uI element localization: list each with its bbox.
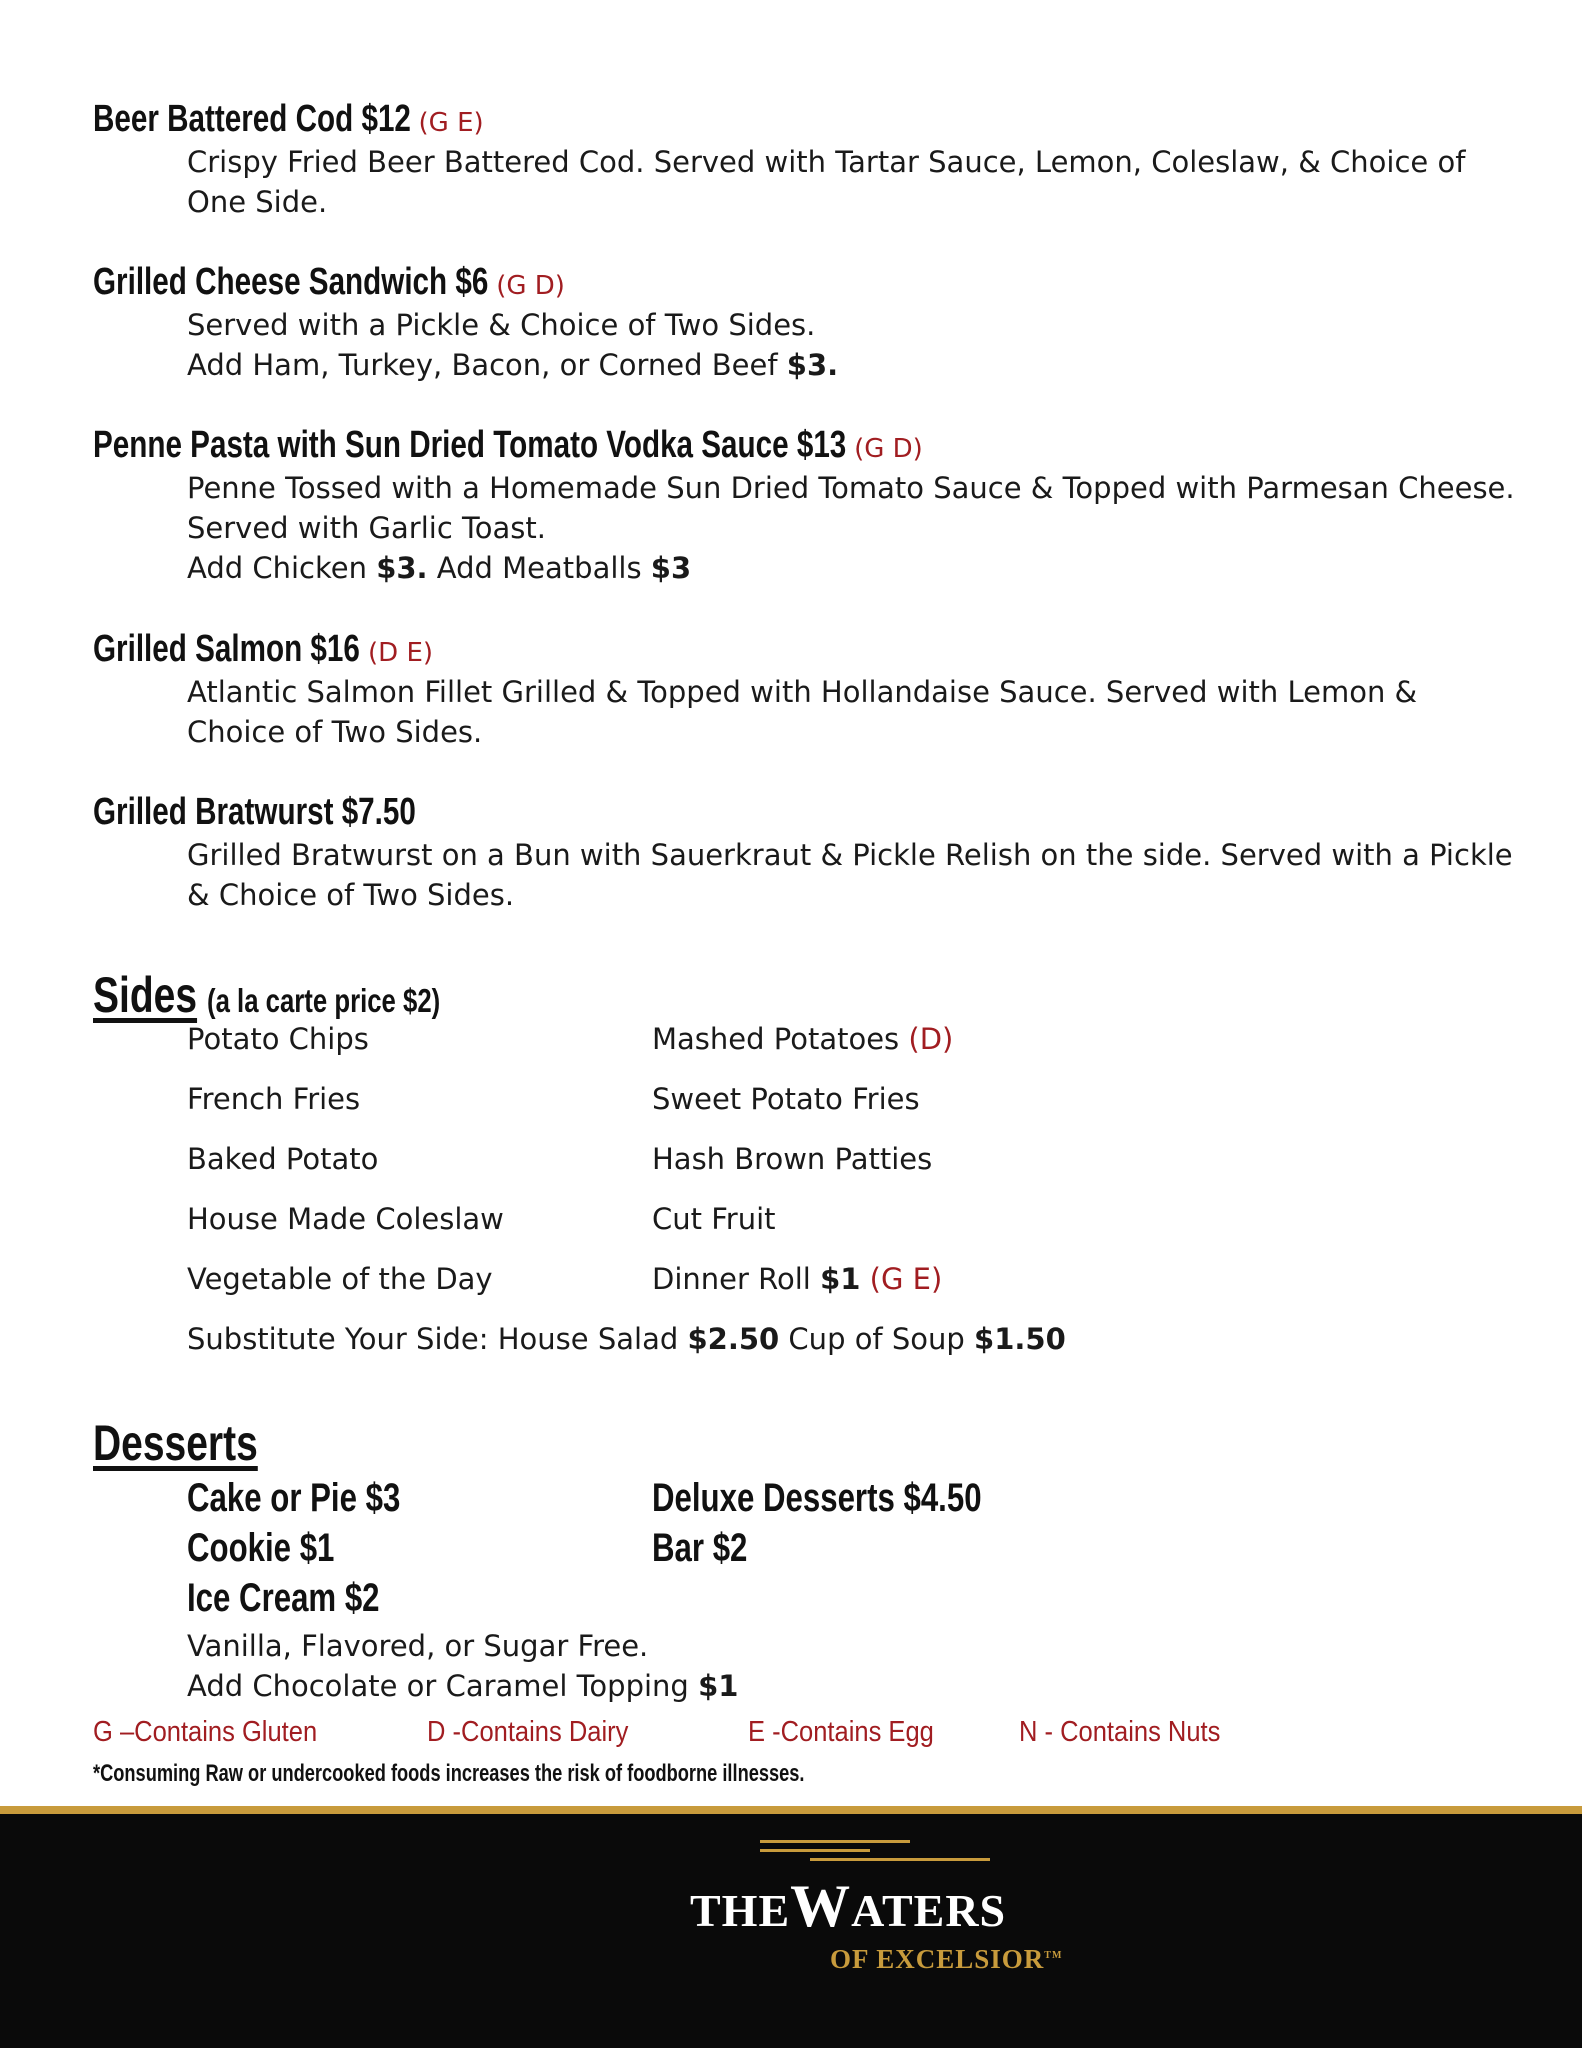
menu-item-grilled-cheese: [93, 259, 1513, 385]
soup-label: Cup of Soup: [779, 1322, 975, 1356]
logo-wordmark: [690, 1872, 1006, 1941]
item-title: Grilled Cheese Sandwich $6: [93, 261, 489, 303]
desserts-heading: Desserts: [93, 1415, 258, 1471]
side-item: Potato Chips: [187, 1022, 369, 1056]
allergen-tags: (G E): [860, 1262, 943, 1296]
item-title-row: [93, 789, 1513, 835]
item-description: Penne Tossed with a Homemade Sun Dried Tomato Sauce & Topped with Parmesan Cheese. Served with Garlic Toast.: [187, 471, 1515, 545]
desserts-list: [187, 1476, 1487, 1706]
soup-price: $1.50: [974, 1322, 1066, 1356]
dessert-item: Deluxe Desserts $4.50: [652, 1476, 982, 1520]
side-item: [652, 1262, 942, 1296]
side-item-price: $1: [820, 1262, 861, 1296]
addon-text: Add Ham, Turkey, Bacon, or Corned Beef: [187, 348, 787, 382]
item-title-row: [93, 422, 1513, 468]
list-item: [187, 1476, 1487, 1526]
side-item: Vegetable of the Day: [187, 1262, 493, 1296]
allergen-tags: (G D): [854, 434, 923, 464]
side-item: [652, 1022, 953, 1056]
side-item: Sweet Potato Fries: [652, 1082, 920, 1116]
side-item-label: Mashed Potatoes: [652, 1022, 909, 1056]
dessert-item: Cookie $1: [187, 1526, 335, 1570]
sides-heading-row: [93, 966, 506, 1024]
side-item: Baked Potato: [187, 1142, 379, 1176]
logo-trademark: TM: [1044, 1950, 1063, 1961]
item-addon-line: [187, 548, 1517, 588]
allergen-tags: (G E): [418, 108, 484, 138]
topping-price: $1: [698, 1669, 739, 1703]
legend-gluten: G –Contains Gluten: [93, 1716, 318, 1748]
item-description: Grilled Bratwurst on a Bun with Sauerkraut & Pickle Relish on the side. Served with a Pickle & Choice of Two Sides.: [187, 838, 1513, 912]
item-title-row: [93, 259, 1513, 305]
menu-item-beer-battered-cod: [93, 96, 1513, 222]
sides-heading: Sides: [93, 967, 198, 1023]
ice-cream-note: Vanilla, Flavored, or Sugar Free.: [187, 1629, 649, 1663]
dessert-item: Cake or Pie $3: [187, 1476, 401, 1520]
item-title-row: [93, 96, 1513, 142]
legend-dairy: D -Contains Dairy: [427, 1716, 629, 1748]
disclaimer-text: *Consuming Raw or undercooked foods increases the risk of foodborne illnesses.: [93, 1760, 805, 1787]
item-title: Grilled Salmon $16: [93, 628, 360, 670]
item-description: Served with a Pickle & Choice of Two Sides.: [187, 308, 816, 342]
salad-price: $2.50: [687, 1322, 780, 1356]
menu-item-grilled-salmon: [93, 626, 1513, 752]
footer-gold-rule: [0, 1806, 1582, 1814]
addon-text: Add Meatballs: [427, 551, 651, 585]
item-title: Grilled Bratwurst $7.50: [93, 791, 416, 833]
legend-nuts: N - Contains Nuts: [1019, 1716, 1221, 1748]
addon-text: Add Chicken: [187, 551, 377, 585]
dessert-item: Bar $2: [652, 1526, 748, 1570]
sides-list: [187, 1022, 1487, 1356]
topping-text: Add Chocolate or Caramel Topping: [187, 1669, 699, 1703]
logo-rule: [810, 1858, 990, 1861]
item-description: Crispy Fried Beer Battered Cod. Served with Tartar Sauce, Lemon, Coleslaw, & Choice of One Side.: [187, 145, 1466, 219]
logo-rule: [760, 1840, 910, 1843]
allergen-tags: (G D): [496, 271, 565, 301]
list-item: [187, 1262, 1487, 1322]
legend-egg: E -Contains Egg: [748, 1716, 934, 1748]
list-item: [187, 1082, 1487, 1142]
list-item: [187, 1576, 1487, 1626]
list-item: [187, 1142, 1487, 1202]
logo-the: THE: [690, 1885, 791, 1936]
addon-price: $3.: [786, 348, 839, 382]
logo-sub-text: OF EXCELSIOR: [830, 1944, 1045, 1974]
logo-subtitle: [830, 1944, 1062, 1975]
item-title-row: [93, 626, 1513, 672]
substitute-label: Substitute Your Side: House Salad: [187, 1322, 688, 1356]
menu-item-grilled-bratwurst: [93, 789, 1513, 915]
logo-aters: ATERS: [851, 1885, 1007, 1936]
list-item: [187, 1202, 1487, 1262]
menu-item-penne-pasta: [93, 422, 1513, 588]
sides-price-note: (a la carte price $2): [207, 982, 441, 1019]
desserts-heading-row: [93, 1414, 304, 1472]
dessert-item: Ice Cream $2: [187, 1576, 380, 1620]
substitute-side-line: [187, 1322, 1487, 1356]
side-item: Hash Brown Patties: [652, 1142, 933, 1176]
addon-price: $3: [650, 551, 692, 585]
allergen-tags: (D E): [368, 638, 434, 668]
item-description: Atlantic Salmon Fillet Grilled & Topped with Hollandaise Sauce. Served with Lemon & Choice of Two Sides.: [187, 675, 1418, 749]
side-item: Cut Fruit: [652, 1202, 776, 1236]
allergen-tags: (D): [908, 1022, 954, 1056]
side-item-label: Dinner Roll: [652, 1262, 821, 1296]
side-item: House Made Coleslaw: [187, 1202, 504, 1236]
list-item: [187, 1526, 1487, 1576]
item-title: Penne Pasta with Sun Dried Tomato Vodka Sauce $13: [93, 424, 847, 466]
list-item: [187, 1022, 1487, 1082]
side-item: French Fries: [187, 1082, 361, 1116]
item-addon-line: [187, 345, 1517, 385]
logo-w: W: [790, 1873, 852, 1939]
logo-rule: [760, 1849, 870, 1852]
food-safety-disclaimer: [93, 1760, 1029, 1788]
the-waters-logo: [690, 1840, 1090, 1980]
topping-line: [187, 1666, 1517, 1706]
item-title: Beer Battered Cod $12: [93, 98, 411, 140]
addon-price: $3.: [376, 551, 428, 585]
